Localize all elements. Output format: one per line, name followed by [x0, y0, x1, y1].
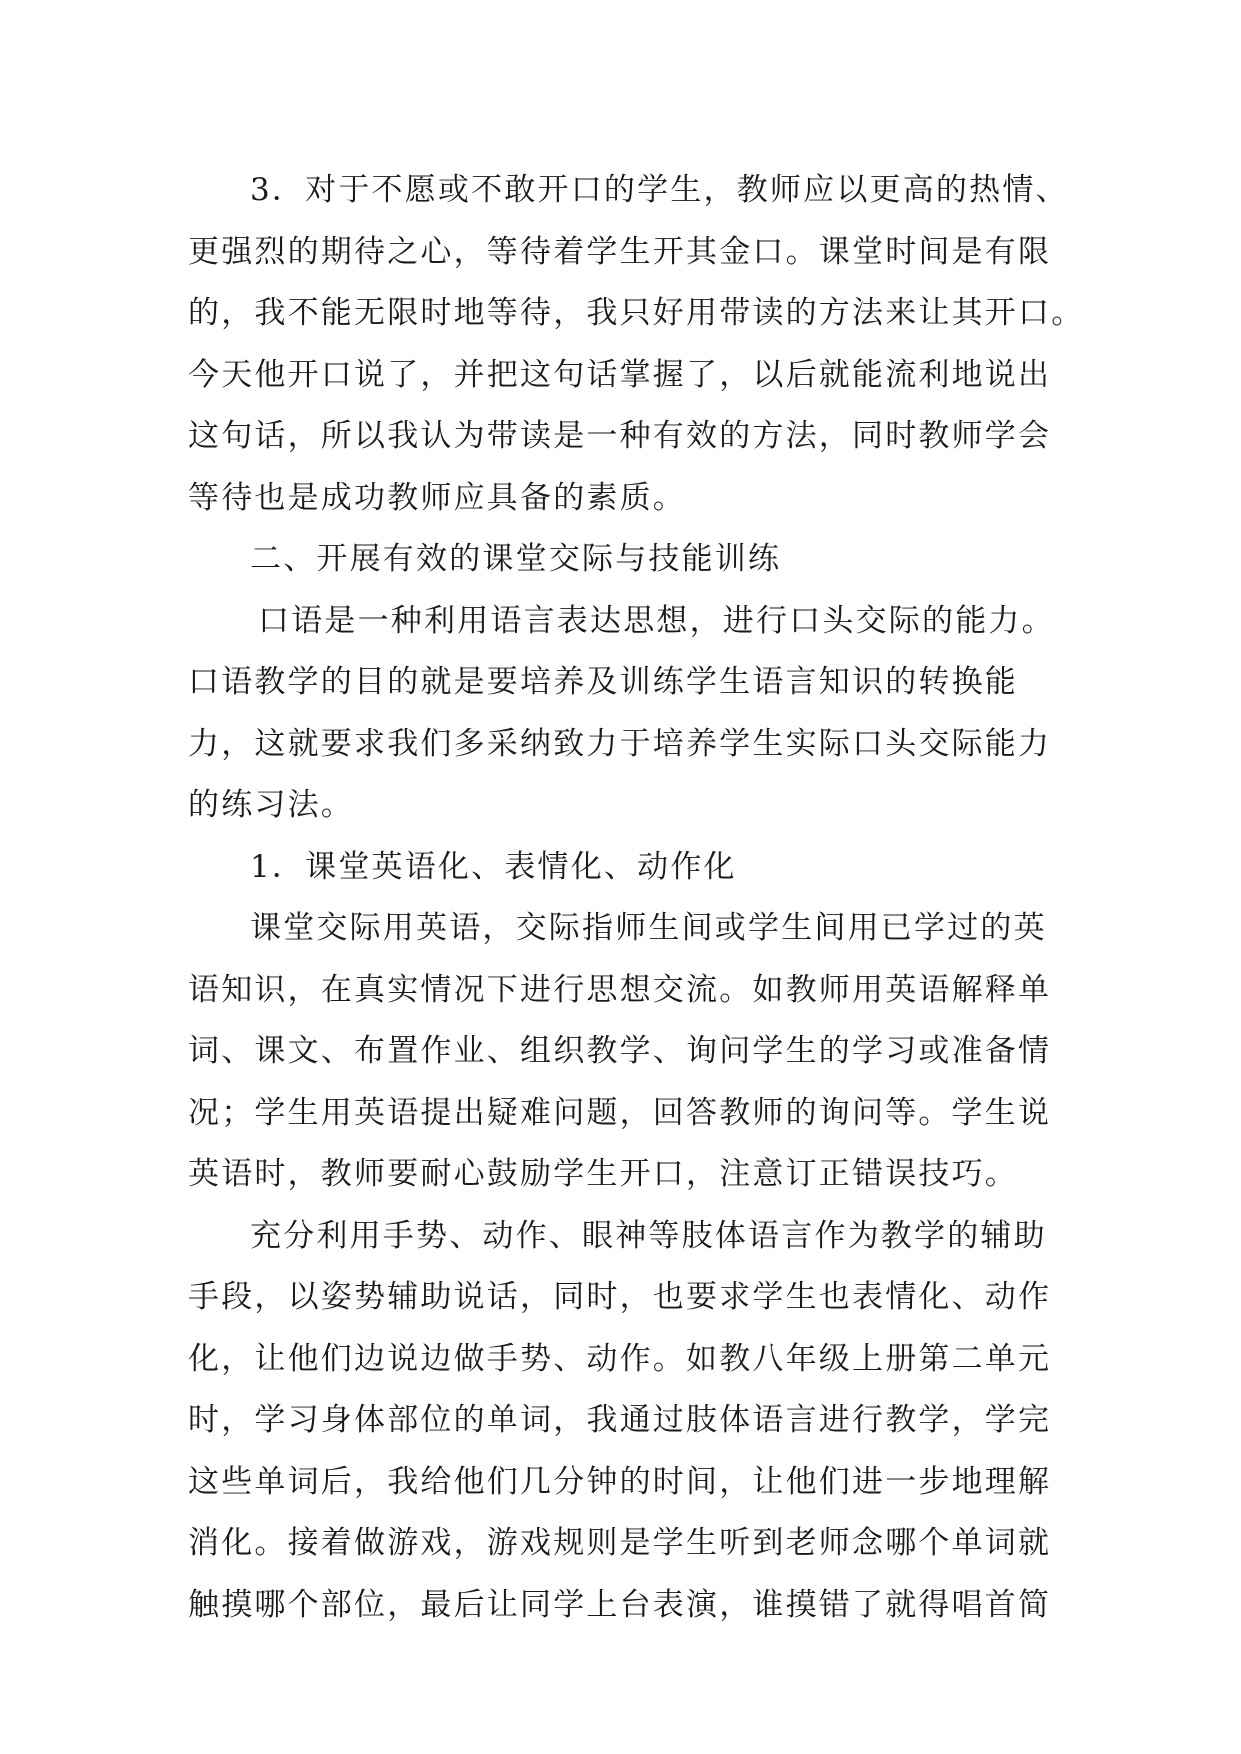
- paragraph-line: 词、课文、布置作业、组织教学、询问学生的学习或准备情: [188, 1033, 1052, 1069]
- paragraph-line: 消化。接着做游戏，游戏规则是学生听到老师念哪个单词就: [188, 1525, 1052, 1561]
- paragraph-line: 这些单词后，我给他们几分钟的时间，让他们进一步地理解: [188, 1463, 1052, 1500]
- subsection-heading: 1．课堂英语化、表情化、动作化: [250, 848, 737, 885]
- paragraph-line: 这句话，所以我认为带读是一种有效的方法，同时教师学会: [188, 418, 1052, 454]
- paragraph-line: 力，这就要求我们多采纳致力于培养学生实际口头交际能力: [188, 725, 1052, 762]
- body-text: [188, 160, 1085, 1636]
- paragraph-line: 时，学习身体部位的单词，我通过肢体语言进行教学，学完: [188, 1402, 1052, 1438]
- paragraph-line: 口语教学的目的就是要培养及训练学生语言知识的转换能: [188, 664, 1018, 700]
- paragraph-line: 手段，以姿势辅助说话，同时，也要求学生也表情化、动作: [188, 1279, 1052, 1315]
- paragraph-line: 的，我不能无限时地等待，我只好用带读的方法来让其开口。: [188, 295, 1085, 331]
- paragraph-line: 充分利用手势、动作、眼神等肢体语言作为教学的辅助: [250, 1217, 1047, 1254]
- paragraph-line: 课堂交际用英语，交际指师生间或学生间用已学过的英: [250, 910, 1047, 946]
- section-heading: 二、开展有效的课堂交际与技能训练: [250, 541, 782, 577]
- paragraph-line: 触摸哪个部位，最后让同学上台表演，谁摸错了就得唱首简: [188, 1586, 1052, 1623]
- paragraph-line: 更强烈的期待之心，等待着学生开其金口。课堂时间是有限: [188, 233, 1052, 270]
- paragraph-line: 今天他开口说了，并把这句话掌握了，以后就能流利地说出: [188, 356, 1052, 393]
- paragraph-line: 等待也是成功教师应具备的素质。: [188, 479, 686, 516]
- paragraph-line: 的练习法。: [188, 787, 354, 823]
- paragraph-line: 英语时，教师要耐心鼓励学生开口，注意订正错误技巧。: [188, 1156, 1018, 1192]
- paragraph-line: 口语是一种利用语言表达思想，进行口头交际的能力。: [258, 602, 1055, 639]
- paragraph-line: 3．对于不愿或不敢开口的学生，教师应以更高的热情、: [250, 172, 1069, 208]
- paragraph-line: 化，让他们边说边做手势、动作。如教八年级上册第二单元: [188, 1340, 1052, 1377]
- paragraph-line: 况；学生用英语提出疑难问题，回答教师的询问等。学生说: [188, 1094, 1052, 1131]
- paragraph-line: 语知识，在真实情况下进行思想交流。如教师用英语解释单: [188, 971, 1052, 1008]
